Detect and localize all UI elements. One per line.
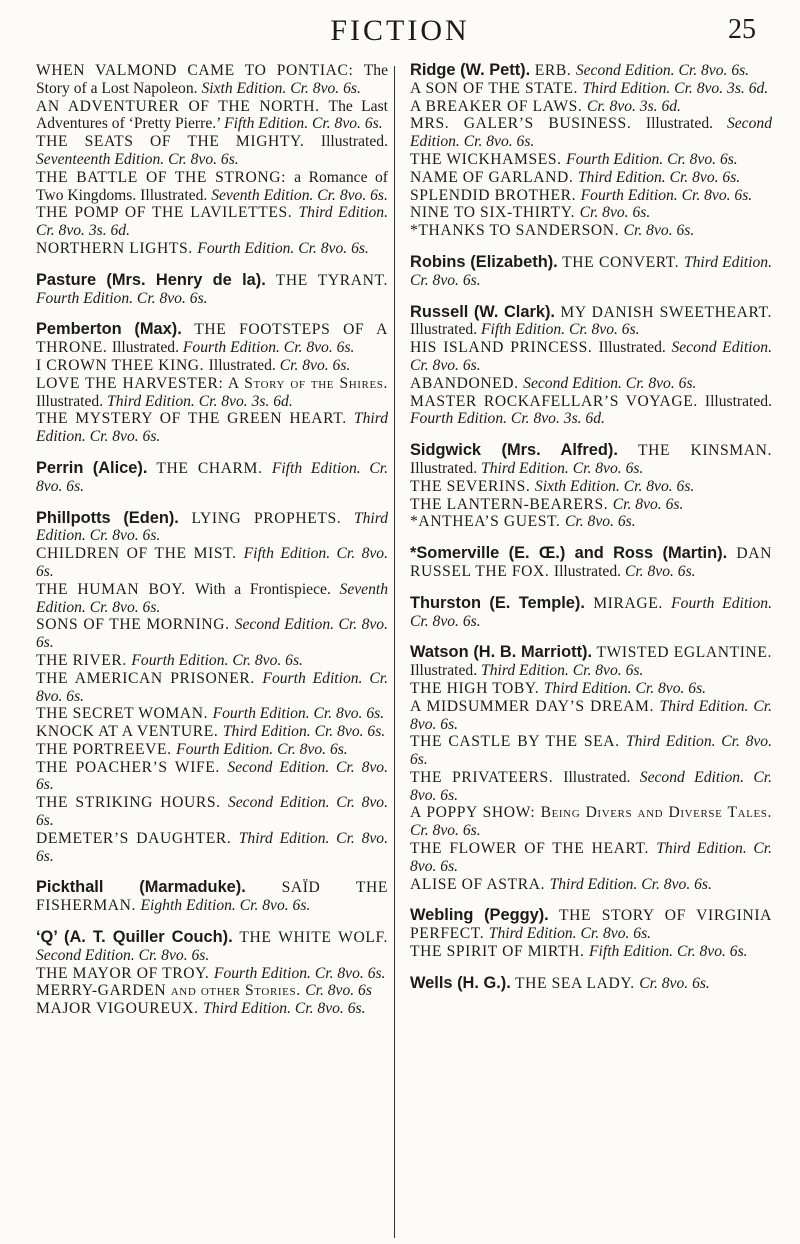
book-title: MIRAGE.	[584, 594, 672, 612]
book-title: THE STORY OF VIRGINIA PERFECT.	[410, 907, 772, 943]
edition-info: Second Edition. Cr. 8vo. 6s.	[410, 115, 772, 151]
book-title: THE TYRANT.	[265, 271, 388, 289]
edition-info: Third Edition. Cr. 8vo. 6s.	[488, 925, 652, 943]
edition-info: Cr. 8vo. 3s. 6d.	[586, 97, 681, 115]
book-entry	[410, 442, 772, 478]
edition-info: Fifth Edition. Cr. 8vo. 6s.	[36, 459, 389, 495]
edition-info: Third Edition. Cr. 8vo. 6s.	[410, 840, 772, 875]
book-entry	[36, 794, 388, 830]
book-title: THE MAYOR OF TROY.	[36, 964, 214, 982]
book-title: MRS. GALER’S BUSINESS.	[410, 115, 646, 133]
edition-info: Eighth Edition. Cr. 8vo. 6s.	[140, 897, 311, 915]
edition-info: Second Edition. Cr. 8vo. 6s.	[575, 62, 750, 79]
book-entry	[36, 460, 388, 496]
book-entry	[410, 187, 772, 205]
description: Illustrated.	[553, 562, 625, 580]
running-head: FICTION	[330, 14, 470, 47]
book-entry	[410, 339, 772, 375]
author-name: *Somerville (E. Œ.) and Ross (Martin).	[410, 544, 728, 563]
author-name: Wells (H. G.).	[410, 973, 511, 992]
edition-info: Second Edition. Cr. 8vo. 6s.	[523, 374, 697, 392]
book-entry	[36, 741, 388, 759]
book-entry	[36, 759, 388, 795]
book-entry	[410, 975, 772, 993]
book-title: THE POACHER’S WIFE.	[36, 758, 228, 776]
book-entry	[36, 723, 388, 741]
book-entry	[410, 115, 772, 151]
description: Illustrated.	[36, 392, 108, 410]
column-divider	[394, 66, 395, 1238]
book-entry	[410, 644, 772, 680]
book-entry	[36, 357, 388, 375]
book-title: THE FLOWER OF THE HEART.	[410, 840, 657, 858]
author-name: Pickthall (Marmaduke).	[36, 878, 246, 897]
edition-info: Third Edition. Cr. 8vo. 3s. 6d.	[107, 392, 293, 410]
edition-info: Cr. 8vo. 6s.	[410, 822, 481, 840]
book-title: MAJOR VIGOUREUX.	[36, 1000, 204, 1018]
edition-info: Fourth Edition. Cr. 8vo. 6s.	[410, 594, 772, 630]
book-entry	[410, 804, 772, 840]
book-title: MASTER ROCKAFELLAR’S VOYAGE.	[410, 392, 705, 410]
edition-info: Second Edition. Cr. 8vo. 6s.	[410, 768, 772, 804]
edition-info: Fourth Edition. Cr. 8vo. 6s.	[212, 705, 385, 723]
book-title: THE PORTREEVE.	[36, 740, 177, 758]
book-title: MY DANISH SWEETHEART.	[554, 303, 772, 321]
book-entry	[36, 204, 388, 240]
edition-info: Fourth Edition. Cr. 8vo. 6s.	[566, 150, 738, 168]
book-entry	[36, 510, 388, 546]
edition-info: Third Edition. Cr. 8vo. 6s.	[222, 723, 386, 741]
book-entry	[36, 929, 388, 965]
book-entry	[410, 222, 772, 240]
author-name: Pasture (Mrs. Henry de la).	[36, 270, 266, 289]
book-entry	[410, 98, 772, 116]
author-name: Pemberton (Max).	[36, 320, 182, 339]
book-title: A POPPY SHOW: Being Divers and Diverse Tales.	[410, 804, 772, 822]
edition-info: Fourth Edition. Cr. 8vo. 6s.	[182, 339, 355, 357]
edition-info: Third Edition. Cr. 8vo. 6s.	[549, 875, 712, 893]
description: Illustrated.	[410, 662, 482, 680]
book-title: THE MYSTERY OF THE GREEN HEART.	[36, 410, 354, 428]
book-title: THE SEVERINS.	[410, 477, 535, 495]
edition-info: Third Edition. Cr. 8vo. 6s.	[36, 829, 389, 865]
edition-info: Second Edition. Cr. 8vo. 6s.	[36, 794, 388, 830]
book-title: LYING PROPHETS.	[178, 509, 354, 527]
author-name: Thurston (E. Temple).	[410, 593, 585, 612]
book-entry	[410, 62, 772, 80]
book-entry	[410, 595, 772, 631]
book-entry	[36, 616, 388, 652]
book-title: THE HUMAN BOY.	[36, 580, 196, 598]
edition-info: Third Edition. Cr. 8vo. 6s.	[36, 509, 388, 545]
description: Illustrated.	[111, 339, 183, 357]
book-entry	[410, 304, 772, 340]
book-entry	[36, 965, 388, 983]
book-entry	[410, 769, 772, 805]
book-title: LOVE THE HARVESTER: A Story of the Shires.	[36, 374, 388, 392]
book-entry	[36, 169, 388, 205]
edition-info: Fifth Edition. Cr. 8vo. 6s.	[481, 321, 640, 339]
book-title: CHILDREN OF THE MIST.	[36, 545, 244, 563]
book-entry	[410, 204, 772, 222]
book-entry	[410, 393, 772, 429]
description: a Romance of Two Kingdoms. Illustrated.	[36, 168, 388, 204]
book-title: THE SEA LADY.	[510, 974, 640, 992]
book-entry	[410, 375, 772, 393]
book-title: I CROWN THEE KING.	[36, 356, 209, 374]
description: Illustrated.	[645, 115, 727, 133]
book-title: DEMETER’S DAUGHTER.	[36, 829, 239, 847]
edition-info: Fifth Edition. Cr. 8vo. 6s.	[36, 545, 388, 580]
edition-info: Fourth Edition. Cr. 8vo. 6s.	[580, 186, 753, 204]
book-entry	[36, 830, 388, 866]
edition-info: Third Edition. Cr. 8vo. 6s.	[410, 697, 772, 733]
book-title: A MIDSUMMER DAY’S DREAM.	[410, 697, 660, 715]
book-title: THE SPIRIT OF MIRTH.	[410, 943, 590, 961]
book-title: THE CONVERT.	[557, 253, 684, 271]
edition-info: Third Edition. Cr. 8vo. 3s. 6d.	[36, 204, 388, 240]
book-title: A BREAKER OF LAWS.	[410, 97, 587, 115]
edition-info: Fourth Edition. Cr. 8vo. 3s. 6d.	[410, 410, 605, 428]
book-title: THE AMERICAN PRISONER.	[36, 669, 263, 687]
edition-info: Third Edition. Cr. 8vo. 6s.	[481, 662, 644, 680]
book-entry	[410, 151, 772, 169]
book-title: ERB.	[530, 62, 576, 79]
book-title: THE CHARM.	[147, 459, 272, 477]
author-name: Ridge (W. Pett).	[410, 61, 531, 79]
edition-info: Cr. 8vo. 6s	[305, 982, 372, 1000]
description: Illustrated.	[410, 321, 482, 339]
book-entry	[36, 705, 388, 723]
edition-info: Sixth Edition. Cr. 8vo. 6s.	[534, 477, 695, 495]
edition-info: Second Edition. Cr. 8vo. 6s.	[36, 758, 388, 794]
book-entry	[410, 513, 772, 531]
book-title: THE BATTLE OF THE STRONG:	[36, 168, 295, 186]
book-title: THE RIVER.	[36, 651, 132, 669]
edition-info: Fourth Edition. Cr. 8vo. 6s.	[176, 740, 348, 758]
book-entry	[410, 943, 772, 961]
book-title: KNOCK AT A VENTURE.	[36, 723, 223, 741]
author-name: ‘Q’ (A. T. Quiller Couch).	[36, 928, 233, 947]
edition-info: Sixth Edition. Cr. 8vo. 6s.	[201, 79, 361, 97]
edition-info: Second Edition. Cr. 8vo. 6s.	[410, 339, 772, 374]
book-title: NAME OF GARLAND.	[410, 168, 578, 186]
edition-info: Cr. 8vo. 6s.	[279, 356, 351, 374]
book-entry	[410, 80, 772, 98]
edition-info: Cr. 8vo. 6s.	[612, 495, 684, 513]
description: Illustrated.	[704, 392, 772, 410]
book-title: A SON OF THE STATE.	[410, 79, 583, 97]
book-title: NORTHERN LIGHTS.	[36, 239, 198, 257]
edition-info: Third Edition. Cr. 8vo. 6s.	[410, 733, 772, 769]
book-title: NINE TO SIX-THIRTY.	[410, 204, 580, 222]
book-title: THE LANTERN-BEARERS.	[410, 495, 613, 513]
book-entry	[36, 545, 388, 581]
book-title: ABANDONED.	[410, 374, 524, 392]
book-entry	[410, 680, 772, 698]
right-column	[410, 62, 772, 993]
author-name: Webling (Peggy).	[410, 906, 549, 925]
book-entry	[410, 876, 772, 894]
description: Illustrated.	[410, 459, 482, 477]
author-name: Sidgwick (Mrs. Alfred).	[410, 441, 618, 460]
book-entry	[36, 321, 388, 357]
edition-info: Second Edition. Cr. 8vo. 6s.	[36, 946, 210, 964]
edition-info: Second Edition. Cr. 8vo. 6s.	[36, 616, 388, 652]
description: The Last Adventures of ‘Pretty Pierre.’	[36, 97, 388, 133]
edition-info: Cr. 8vo. 6s.	[639, 974, 710, 992]
edition-info: Fourth Edition. Cr. 8vo. 6s.	[213, 964, 386, 982]
book-entry	[36, 410, 388, 446]
edition-info: Cr. 8vo. 6s.	[565, 513, 636, 531]
edition-info: Seventeenth Edition. Cr. 8vo. 6s.	[36, 150, 239, 168]
book-entry	[36, 652, 388, 670]
book-entry	[36, 240, 388, 258]
book-title: ALISE OF ASTRA.	[410, 875, 550, 893]
book-title: THE CASTLE BY THE SEA.	[410, 733, 626, 751]
edition-info: Third Edition. Cr. 8vo. 6s.	[36, 410, 388, 446]
page-number: 25	[728, 14, 756, 45]
book-entry	[36, 133, 388, 169]
book-title: THE WHITE WOLF.	[232, 929, 388, 947]
book-title: WHEN VALMOND CAME TO PONTIAC:	[36, 62, 364, 79]
edition-info: Third Edition. Cr. 8vo. 6s.	[410, 253, 772, 289]
edition-info: Third Edition. Cr. 8vo. 6s.	[203, 1000, 366, 1018]
edition-info: Fifth Edition. Cr. 8vo. 6s.	[224, 115, 383, 133]
edition-info: Cr. 8vo. 6s.	[624, 562, 696, 580]
edition-info: Third Edition. Cr. 8vo. 6s.	[481, 459, 644, 477]
book-title: THE POMP OF THE LAVILETTES.	[36, 204, 299, 222]
book-entry	[410, 840, 772, 876]
book-entry	[36, 982, 388, 1000]
book-title: THE WICKHAMSES.	[410, 150, 567, 168]
author-name: Phillpotts (Eden).	[36, 508, 179, 527]
edition-info: Seventh Edition. Cr. 8vo. 6s.	[36, 580, 389, 616]
book-entry	[36, 62, 388, 98]
book-entry	[410, 169, 772, 187]
left-column	[36, 62, 388, 1018]
author-name: Perrin (Alice).	[36, 458, 148, 477]
book-title: DAN RUSSEL THE FOX.	[410, 545, 772, 580]
page-header	[0, 0, 800, 60]
book-entry	[410, 733, 772, 769]
book-title: THE SEATS OF THE MIGHTY.	[36, 133, 321, 151]
edition-info: Fourth Edition. Cr. 8vo. 6s.	[36, 289, 208, 307]
edition-info: Fifth Edition. Cr. 8vo. 6s.	[589, 943, 748, 961]
edition-info: Third Edition. Cr. 8vo. 3s. 6d.	[582, 79, 769, 97]
book-entry	[410, 496, 772, 514]
book-title: THE SECRET WOMAN.	[36, 705, 213, 723]
edition-info: Fourth Edition. Cr. 8vo. 6s.	[197, 239, 369, 257]
description: Illustrated.	[320, 133, 388, 151]
book-entry	[410, 545, 772, 581]
book-title: SONS OF THE MORNING.	[36, 616, 235, 634]
edition-info: Fourth Edition. Cr. 8vo. 6s.	[36, 669, 388, 705]
author-name: Watson (H. B. Marriott).	[410, 643, 593, 662]
description: Illustrated.	[208, 356, 280, 374]
edition-info: Cr. 8vo. 6s.	[623, 222, 695, 240]
edition-info: Seventh Edition. Cr. 8vo. 6s.	[211, 186, 388, 204]
book-title: THE KINSMAN.	[617, 442, 772, 460]
book-title: *ANTHEA’S GUEST.	[410, 513, 566, 531]
book-title: SPLENDID BROTHER.	[410, 186, 581, 204]
edition-info: Cr. 8vo. 6s.	[579, 204, 651, 222]
description: Illustrated.	[563, 768, 640, 786]
book-entry	[36, 581, 388, 617]
book-title: THE HIGH TOBY.	[410, 679, 544, 697]
book-entry	[410, 907, 772, 943]
edition-info: Fourth Edition. Cr. 8vo. 6s.	[131, 651, 303, 669]
book-entry	[36, 272, 388, 308]
description: Illustrated.	[598, 339, 672, 357]
edition-info: Third Edition. Cr. 8vo. 6s.	[577, 168, 741, 186]
book-title: THE PRIVATEERS.	[410, 768, 564, 786]
description: With a Frontispiece.	[195, 580, 340, 598]
book-entry	[410, 698, 772, 734]
edition-info: Third Edition. Cr. 8vo. 6s.	[543, 679, 707, 697]
author-name: Robins (Elizabeth).	[410, 252, 558, 271]
book-title: SAÏD THE FISHERMAN.	[36, 879, 388, 915]
book-title: *THANKS TO SANDERSON.	[410, 222, 624, 240]
description: The Story of a Lost Napoleon.	[36, 62, 388, 97]
book-entry	[36, 879, 388, 915]
book-entry	[410, 478, 772, 496]
book-title: MERRY-GARDEN and other Stories.	[36, 982, 306, 1000]
book-entry	[36, 670, 388, 706]
book-title: THE FOOTSTEPS OF A THRONE.	[36, 321, 388, 357]
book-entry	[36, 375, 388, 411]
author-name: Russell (W. Clark).	[410, 302, 555, 321]
book-entry	[36, 98, 388, 134]
book-title: AN ADVENTURER OF THE NORTH.	[36, 97, 329, 115]
book-title: TWISTED EGLANTINE.	[592, 644, 773, 662]
book-title: HIS ISLAND PRINCESS.	[410, 339, 599, 357]
book-entry	[410, 254, 772, 290]
book-entry	[36, 1000, 388, 1018]
book-title: THE STRIKING HOURS.	[36, 794, 228, 812]
